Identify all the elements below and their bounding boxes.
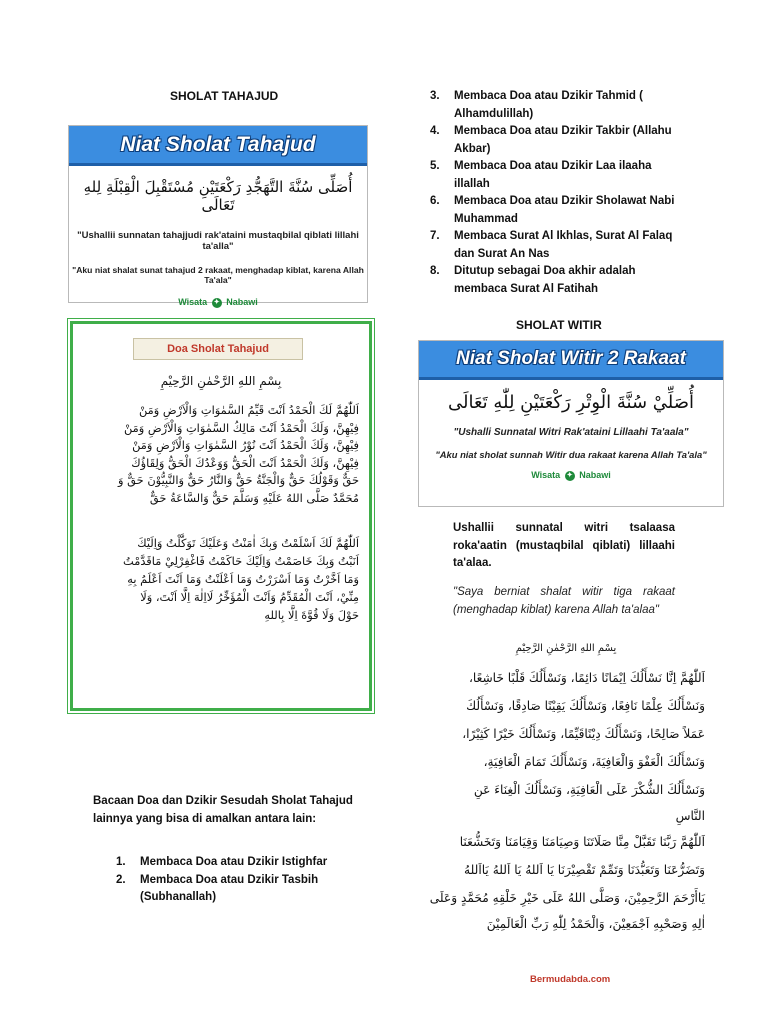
doa-line: اَللّٰهُمَّ رَبَّنَا تَقَبَّلْ مِنَّا صَلَاتَنَا وَصِيَامَنَا وَقِيَامَنَا وَتَخَشُّعَنَا <box>459 835 705 849</box>
doa-line: حَقٌّ وَقَوْلُكَ حَقٌّ وَالْجَنَّةُ حَقٌّ وَالنَّارُ حَقٌّ وَالنَّبِيُّوْنَ حَقٌّ وَ <box>118 473 359 488</box>
niat-tahajud-card <box>68 125 368 307</box>
wisata-nabawi-logo <box>419 470 723 481</box>
doa-line: مُحَمَّدٌ صَلَّى اللهُ عَلَيْهِ وَسَلَّمَ حَقٌّ وَالسَّاعَةُ حَقٌّ <box>149 490 359 505</box>
witir-latin-text: Ushallii sunnatal witri tsalaasa roka'aatin (mustaqbilal qiblati) lillaahi ta'alaa. <box>453 522 675 569</box>
brand-nabawi: Nabawi <box>579 470 611 480</box>
list-item: 1. Membaca Doa atau Dzikir Istighfar <box>116 856 328 868</box>
witir-doa-text <box>420 664 705 936</box>
niat-witir-arabic: أُصَلِّيْ سُنَّةَ الْوِتْرِ رَكْعَتَيْنِ لِلّٰهِ تَعَالَى <box>447 392 694 413</box>
doa-line: يَاأَرْحَمَ الرَّحِمِيْنَ، وَصَلَّى اللهُ عَلَى خَيْرِ خَلْقِهِ مُحَمَّدٍ وَعَلَى <box>429 891 705 905</box>
niat-tahajud-banner: Niat Sholat Tahajud <box>69 126 367 166</box>
doa-line: فِيْهِنَّ، وَلَكَ الْحَمْدُ اَنْتَ مَالِكُ السَّمٰوَاتِ وَالْاَرْضِ وَمَنْ <box>124 420 359 435</box>
doa-line: حَوْلَ وَلَا قُوَّةَ اِلَّا بِاللهِ <box>264 607 359 622</box>
list-item: 2. Membaca Doa atau Dzikir Tasbih (Subhanallah) <box>116 873 319 903</box>
doa-line: اَللّٰهُمَّ اِنَّا نَسْأَلُكَ اِيْمَانًا دَائِمًا، وَنَسْأَلُكَ قَلْبًا خَاشِعًا، <box>468 671 705 685</box>
doa-line: النَّاسِ <box>675 809 705 823</box>
list-item: 3. Membaca Doa atau Dzikir Tahmid ( Alhamdulillah) <box>430 90 643 120</box>
list-item: 4. Membaca Doa atau Dzikir Takbir (Allahu Akbar) <box>430 125 672 155</box>
left-dzikir-list <box>116 854 356 907</box>
doa-tahajud-title: Doa Sholat Tahajud <box>133 338 303 360</box>
doa-line: اَللّٰهُمَّ لَكَ الْحَمْدُ اَنْتَ قَيِّمُ السَّمٰوَاتِ وَالْاَرْضِ وَمَنْ <box>138 403 359 417</box>
doa-line: وَنَسْأَلُكَ الْعَفْوَ وَالْعَافِيَةَ، وَنَسْأَلُكَ تَمَامَ الْعَافِيَةِ، <box>483 755 705 769</box>
brand-nabawi: Nabawi <box>226 297 258 307</box>
niat-witir-banner: Niat Sholat Witir 2 Rakaat <box>419 341 723 380</box>
right-dzikir-list <box>430 88 680 298</box>
brand-wisata: Wisata <box>178 297 208 307</box>
doa-line: اَنَبْتُ وَبِكَ خَاصَمْتُ وَاِلَيْكَ حَاكَمْتُ فَاغْفِرْلِيْ مَاقَدَّمْتُ <box>123 553 359 568</box>
bacaan-intro: Bacaan Doa dan Dzikir Sesudah Sholat Tahajud lainnya yang bisa di amalkan antara lain: <box>93 795 353 825</box>
witir-meaning-text: "Saya berniat shalat witir tiga rakaat (menghadap kiblat) karena Allah ta'alaa" <box>453 586 675 616</box>
niat-tahajud-meaning: "Aku niat shalat sunat tahajud 2 rakaat, menghadap kiblat, karena Allah Ta'ala" <box>72 265 364 285</box>
source-watermark: Bermudabda.com <box>530 974 611 985</box>
niat-tahajud-latin: "Ushallii sunnatan tahajjudi rak'ataini mustaqbilal qiblati lillahi ta'alla" <box>77 230 359 252</box>
witir-basmalah: بِسْمِ اللهِ الرَّحْمٰنِ الرَّحِيْمِ <box>515 643 617 654</box>
niat-witir-latin: "Ushalli Sunnatal Witri Rak'ataini Lillaahi Ta'aala" <box>453 427 689 438</box>
brand-wisata: Wisata <box>531 470 561 480</box>
doa-tahajud-text <box>83 402 359 624</box>
doa-line: مِنِّيْ، اَنْتَ الْمُقَدِّمُ وَاَنْتَ الْمُؤَخِّرُ لَااِلٰهَ اِلَّا اَنْتَ، وَلَا <box>140 589 359 604</box>
niat-tahajud-arabic: أُصَلِّى سُنَّةَ التَّهَجُّدِ رَكْعَتَيْنِ مُسْتَقْبِلَ الْقِبْلَةِ لِلهِ تَعَالَى <box>83 178 353 214</box>
list-item: 6. Membaca Doa atau Dzikir Sholawat Nabi Muhammad <box>430 195 675 225</box>
list-item: 5. Membaca Doa atau Dzikir Laa ilaaha illallah <box>430 160 652 190</box>
tahajud-title: SHOLAT TAHAJUD <box>170 89 279 103</box>
niat-witir-card <box>418 340 724 507</box>
doa-tahajud-basmalah: بِسْمِ اللهِ الرَّحْمٰنِ الرَّحِيْمِ <box>160 374 282 388</box>
doa-line: وَنَسْأَلُكَ الشُّكْرَ عَلَى الْعَافِيَةِ، وَنَسْأَلُكَ الْغِنَاءَ عَنِ <box>473 783 705 797</box>
list-item: 7. Membaca Surat Al Ikhlas, Surat Al Falaq dan Surat An Nas <box>430 230 673 260</box>
doa-tahajud-card <box>70 321 372 711</box>
niat-witir-meaning: "Aku niat sholat sunnah Witir dua rakaat karena Allah Ta'ala" <box>435 449 707 460</box>
doa-line: اَللّٰهُمَّ لَكَ اَسْلَمْتُ وَبِكَ اٰمَنْتُ وَعَلَيْكَ تَوَكَّلْتُ وَاِلَيْكَ <box>137 535 359 550</box>
doa-line: فِيْهِنَّ، وَلَكَ الْحَمْدُ اَنْتَ الْحَقُّ وَوَعْدُكَ الْحَقُّ وَلِقَاؤُكَ <box>131 455 359 470</box>
brand-icon: ✦ <box>565 471 575 481</box>
brand-icon: ✦ <box>212 298 222 308</box>
list-item: 8. Ditutup sebagai Doa akhir adalah membaca Surat Al Fatihah <box>430 265 636 295</box>
wisata-nabawi-logo <box>69 297 367 308</box>
doa-line: وَنَسْأَلُكَ عِلْمًا نَافِعًا، وَنَسْأَلُكَ يَقِيْنًا صَادِقًا، وَنَسْأَلُكَ <box>466 699 705 713</box>
doa-line: عَمَلاً صَالِحًا، وَنَسْأَلُكَ دِيْنًاقَيِّمًا، وَنَسْأَلُكَ خَيْرًا كَثِيْرًا، <box>462 727 705 741</box>
doa-line: وَمَا اَخَّرْتُ وَمَا اَسْرَرْتُ وَمَا اَعْلَنْتُ وَمَا اَنْتَ اَعْلَمُ بِهِ <box>127 571 359 586</box>
doa-line: فِيْهِنَّ، وَلَكَ الْحَمْدُ اَنْتَ نُوْرُ السَّمٰوَاتِ وَالْاَرْضِ وَمَنْ <box>132 438 359 453</box>
doa-line: وَتَضَرُّعَنَا وَتَعَبُّدَنَا وَتَمِّمْ تَقْصِيْرَنَا يَا اَللهُ يَا اَللهُ يَااَللهُ <box>464 863 705 877</box>
doa-line: اٰلِهِ وَصَحْبِهِ اَجْمَعِيْنَ، وَالْحَمْدُ لِلّٰهِ رَبِّ الْعَالَمِيْنَ <box>486 917 705 931</box>
witir-title: SHOLAT WITIR <box>516 318 602 332</box>
